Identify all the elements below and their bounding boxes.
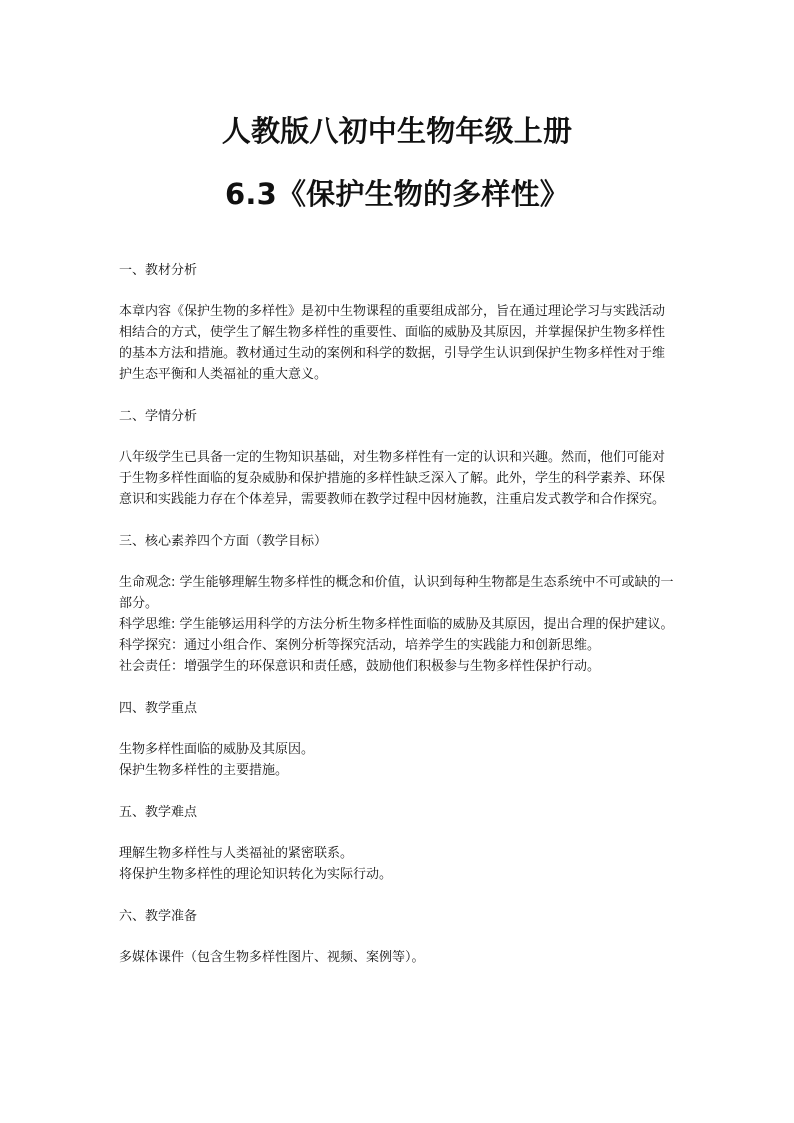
section-heading: 一、教材分析	[119, 263, 198, 278]
document-title-line-1: 人教版八初中生物年级上册	[221, 114, 573, 148]
document-title-line-2: 6.3《保护生物的多样性》	[225, 177, 569, 211]
objective-scientific-inquiry: 科学探究：通过小组合作、案例分析等探究活动，培养学生的实践能力和创新思维。	[119, 638, 601, 653]
section-paragraph: 生物多样性面临的威胁及其原因。	[119, 742, 315, 757]
objective-life-concept: 生命观念: 学生能够理解生物多样性的概念和价值，认识到每种生物都是生态系统中不可或缺的一部分。	[119, 575, 674, 611]
section-paragraph: 本章内容《保护生物的多样性》是初中生物课程的重要组成部分，旨在通过理论学习与实践活动相结合的方式，使学生了解生物多样性的重要性、面临的威胁及其原因，并掌握保护生物多样性的基本方法和措施。教材通过生动的案例和科学的数据，引导学生认识到保护生物多样性对于维护生态平衡和人类福祉的重大意义。	[119, 304, 666, 382]
section-heading: 四、教学重点	[119, 701, 198, 716]
section-teaching-difficulties	[119, 802, 676, 906]
section-teaching-key-points	[119, 698, 676, 802]
section-core-literacy-objectives	[119, 531, 676, 698]
objective-social-responsibility: 社会责任：增强学生的环保意识和责任感，鼓励他们积极参与生物多样性保护行动。	[119, 659, 601, 674]
section-heading: 六、教学准备	[119, 909, 198, 924]
section-heading: 五、教学难点	[119, 805, 198, 820]
section-teaching-preparation	[119, 906, 676, 968]
section-teaching-material-analysis	[119, 260, 676, 406]
section-paragraph: 理解生物多样性与人类福祉的紧密联系。	[119, 846, 354, 861]
section-paragraph: 八年级学生已具备一定的生物知识基础，对生物多样性有一定的认识和兴趣。然而，他们可能对于生物多样性面临的复杂威胁和保护措施的多样性缺乏深入了解。此外，学生的科学素养、环保意识和实践能力存在个体差异，需要教师在教学过程中因材施教，注重启发式教学和合作探究。	[119, 450, 666, 507]
section-heading: 二、学情分析	[119, 409, 198, 424]
document-body	[119, 260, 676, 968]
section-paragraph: 将保护生物多样性的理论知识转化为实际行动。	[119, 867, 393, 882]
section-student-analysis	[119, 406, 676, 531]
section-paragraph: 多媒体课件（包含生物多样性图片、视频、案例等）。	[119, 950, 425, 965]
section-heading: 三、核心素养四个方面（教学目标）	[119, 534, 328, 549]
objective-scientific-thinking: 科学思维: 学生能够运用科学的方法分析生物多样性面临的威胁及其原因，提出合理的保护建议。	[119, 617, 674, 632]
section-paragraph: 保护生物多样性的主要措施。	[119, 763, 289, 778]
